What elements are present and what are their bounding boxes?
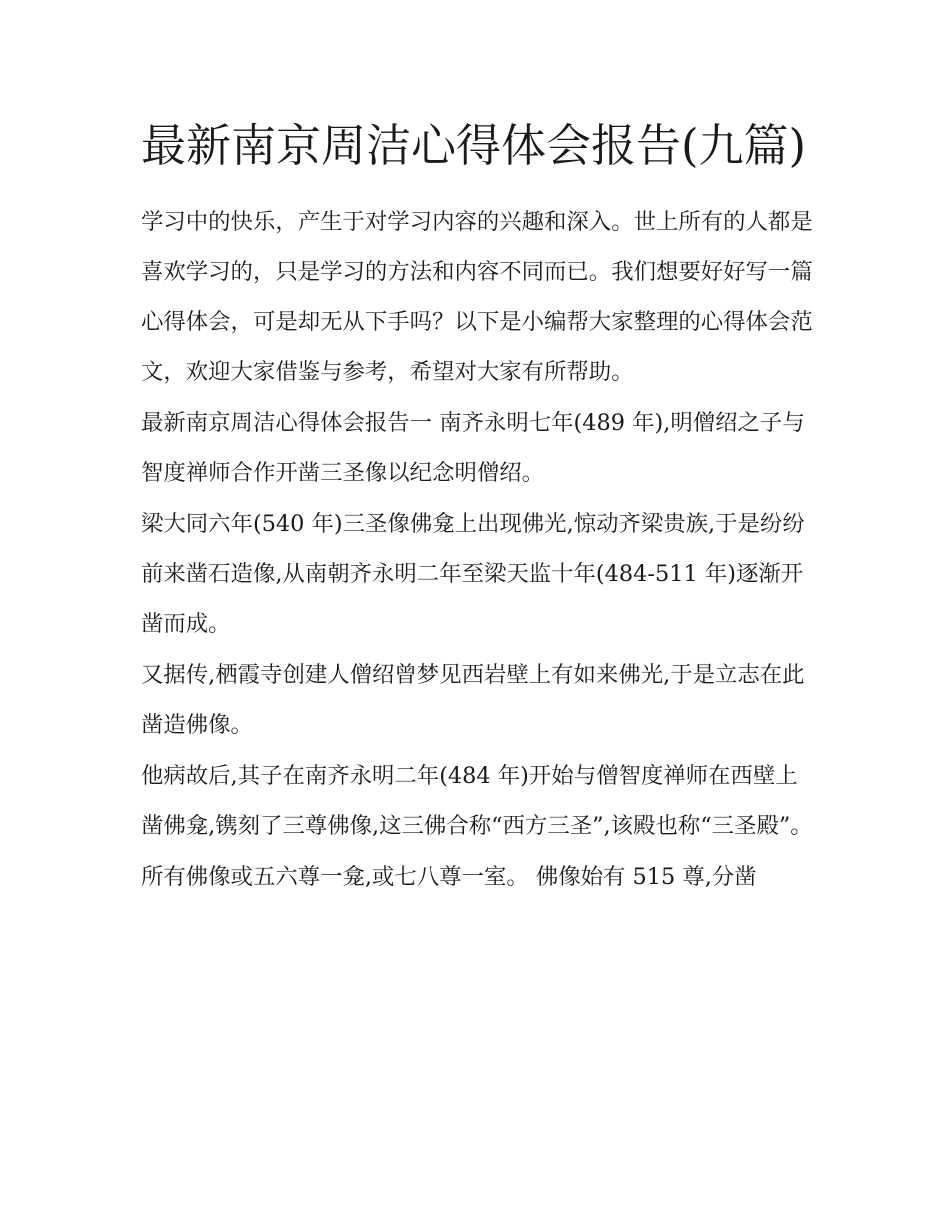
paragraph-three-saints: 他病故后,其子在南齐永明二年(484 年)开始与僧智度禅师在西壁上凿佛龛,镌刻了三尊佛像,这三佛合称“西方三圣”,该殿也称“三圣殿”。: [141, 763, 813, 839]
document-body: [141, 113, 813, 903]
document-title: 最新南京周洁心得体会报告(九篇): [141, 119, 807, 172]
paragraph-report-one: 最新南京周洁心得体会报告一 南齐永明七年(489 年),明僧绍之子与智度禅师合作开凿三圣像以纪念明僧绍。: [141, 410, 805, 486]
paragraph-buddha-count: 所有佛像或五六尊一龛,或七八尊一室。 佛像始有 515 尊,分凿: [141, 864, 757, 890]
paragraph-liang-datong: 梁大同六年(540 年)三圣像佛龛上出现佛光,惊动齐梁贵族,于是纷纷前来凿石造像,从南朝齐永明二年至梁天监十年(484-511 年)逐渐开凿而成。: [141, 511, 805, 637]
paragraph-intro: 学习中的快乐，产生于对学习内容的兴趣和深入。世上所有的人都是喜欢学习的，只是学习的方法和内容不同而已。我们想要好好写一篇心得体会，可是却无从下手吗？以下是小编帮大家整理的心得体会范文，欢迎大家借鉴与参考，希望对大家有所帮助。: [141, 209, 813, 385]
paragraph-legend: 又据传,栖霞寺创建人僧绍曾梦见西岩壁上有如来佛光,于是立志在此凿造佛像。: [141, 662, 805, 738]
